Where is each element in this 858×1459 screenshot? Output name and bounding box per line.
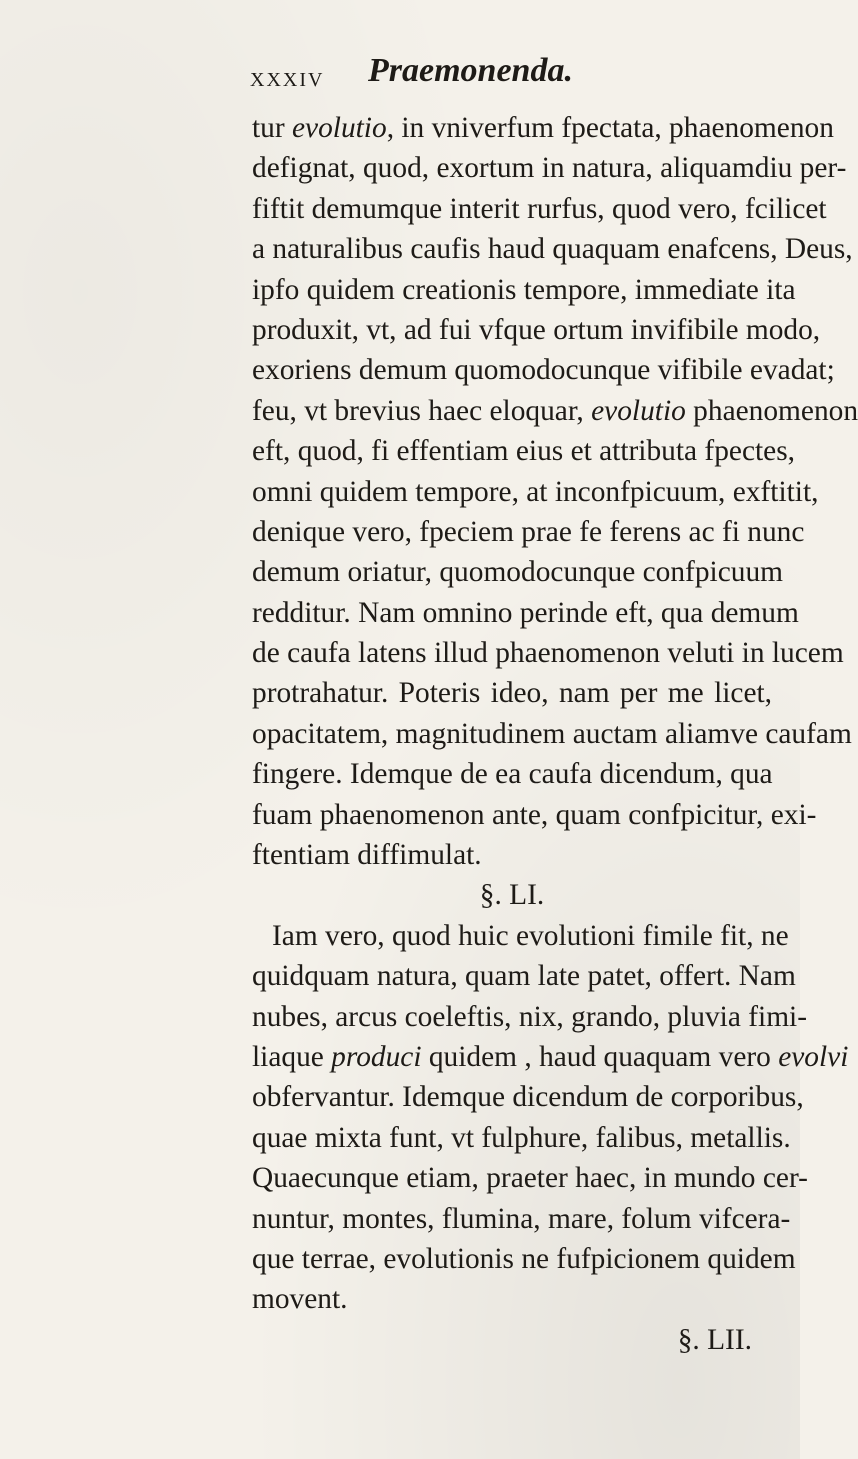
running-title: Praemonenda. [368, 52, 573, 89]
text-line: demum oriatur, quomodocunque confpicuum [252, 556, 783, 589]
text-line: quidquam natura, quam late patet, offert. Nam [252, 960, 796, 993]
text-line: de caufa latens illud phaenomenon veluti in lucem [252, 637, 844, 670]
text-line: tur evolutio, in vniverfum fpectata, phaenomenon [252, 112, 834, 144]
page-number: xxxiv [250, 62, 325, 93]
text-line: opacitatem, magnitudinem auctam aliamve caufam [252, 717, 852, 750]
text-line: nubes, arcus coeleftis, nix, grando, pluvia fimi- [252, 1000, 808, 1033]
text-line: protrahatur. Poteris ideo, nam per me licet, [252, 677, 772, 710]
text-line: fiftit demumque interit rurfus, quod vero, fcilicet [252, 192, 827, 225]
text-line: denique vero, fpeciem prae fe ferens ac fi nunc [252, 515, 805, 548]
body-text [252, 108, 858, 1360]
text-line: omni quidem tempore, at inconfpicuum, exftitit, [252, 475, 819, 508]
text-line: fuam phaenomenon ante, quam confpicitur, exi- [252, 798, 817, 831]
text-line: ftentiam diffimulat. [252, 839, 482, 872]
text-line: a naturalibus caufis haud quaquam enafcens, Deus, [252, 233, 853, 266]
text-line: movent. [252, 1283, 348, 1316]
text-line: nuntur, montes, flumina, mare, folum vifcera- [252, 1202, 791, 1235]
text-line: exoriens demum quomodocunque vifibile evadat; [252, 354, 835, 387]
text-line: ipfo quidem creationis tempore, immediate ita [252, 273, 796, 306]
catchword-section: §. LII. [677, 1323, 752, 1356]
text-line: redditur. Nam omnino perinde eft, qua demum [252, 596, 799, 629]
text-line: Quaecunque etiam, praeter haec, in mundo cer- [252, 1162, 808, 1195]
text-line: liaque produci quidem , haud quaquam vero evolvi [252, 1040, 849, 1073]
text-line: defignat, quod, exortum in natura, aliquamdiu per- [252, 152, 847, 185]
text-line: eft, quod, fi effentiam eius et attributa fpectes, [252, 435, 795, 468]
text-line: Iam vero, quod huic evolutioni fimile fit, ne [272, 919, 789, 952]
text-line: que terrae, evolutionis ne fufpicionem quidem [252, 1242, 796, 1275]
text-line: obfervantur. Idemque dicendum de corporibus, [252, 1081, 804, 1114]
text-line: feu, vt brevius haec eloquar, evolutio phaenomenon [252, 394, 858, 427]
section-heading: §. LI. [479, 879, 545, 912]
text-line: quae mixta funt, vt fulphure, falibus, metallis. [252, 1121, 791, 1154]
text-line: produxit, vt, ad fui vfque ortum invifibile modo, [252, 313, 821, 346]
page-header [250, 52, 770, 112]
text-line: fingere. Idemque de ea caufa dicendum, qua [252, 758, 773, 791]
